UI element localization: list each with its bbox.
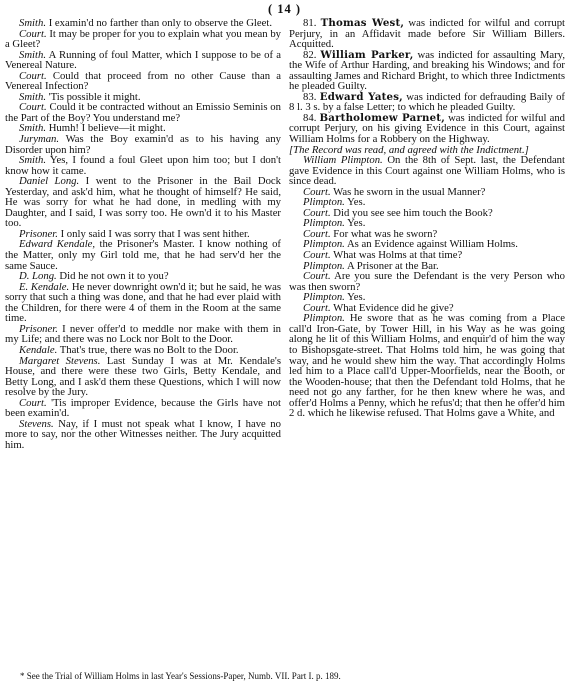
speaker-name: Smith. (19, 48, 47, 61)
speaker-name: E. Kendale. (19, 280, 70, 293)
speech-text: 'Tis improper Evidence, because the Girls have not been examin'd. (5, 396, 281, 420)
speech-text: He swore that as he was coming from a Place call'd Iron-Gate, by Tower Hill, in his Way as he was going along he lit of this William Holms, and enquir'd of him the way to Bishopsgate-street. That Holms told him, he was going that way, and he would shew him the way. That accordingly Holms led him to a Place call'd Upper-Moorfields, near the Booth, or the Wooden-house; that then the Defendant told Holms, that he need not go any farther, for he then knew where he was, and offer'd Holms a Penny, which he refus'd; that then he offer'd him 2 d. which he likewise refused. That Holms gave a White, and (289, 312, 566, 420)
speech-text: I never offer'd to meddle nor make with them in my Life; and there was no Lock nor Bolt to the Door. (5, 322, 282, 346)
speech-paragraph (5, 282, 281, 324)
speech-text: I examin'd no farther than only to observe the Gleet. (48, 17, 273, 29)
speaker-name: Edward Kendale, (19, 238, 96, 251)
speaker-name: Plimpton. (303, 217, 345, 230)
speech-text: Did he not own it to you? (59, 270, 169, 283)
speech-paragraph (5, 239, 281, 271)
speech-text: That's true, there was no Bolt to the Door. (59, 343, 239, 356)
speaker-name: Smith. (19, 90, 47, 103)
defendant-name: Bartholomew Parnet, (319, 111, 445, 124)
speaker-name: D. Long. (19, 270, 57, 283)
speech-text: I went to the Prisoner in the Bail Dock Yesterday, and ask'd him, what he thought of himself? He said, He was sorry for what he had done, in medling with my Daughter, and I said, I was sorry too. He own'd it to his Master too. (5, 175, 282, 230)
speech-paragraph (289, 155, 565, 187)
speech-text: Was he sworn in the usual Manner? (333, 185, 486, 198)
indictment-text: was indicted for wilful and corrupt Perjury, on his giving Evidence in this Court, against William Holms for a Robbery on the Highway. (289, 111, 566, 146)
speech-paragraph (5, 176, 281, 229)
speech-text: 'Tis possible it might. (48, 90, 141, 103)
speech-paragraph (5, 71, 281, 92)
left-column (5, 18, 281, 450)
speech-text: Was the Boy examin'd as to his having any Disorder upon him? (5, 133, 281, 156)
speaker-name: Court. (303, 249, 331, 262)
speaker-name: Court. (303, 185, 331, 198)
indictment-text: was indicted for assaulting Mary, the Wife of Arthur Harding, and breaking his Windows; and for assaulting James and Richard Bright, to which three Indictments he pleaded Guilty. (289, 48, 565, 93)
record-note: [The Record was read, and agreed with the Indictment.] (289, 143, 529, 156)
speaker-name: Court. (19, 27, 47, 40)
page-number: ( 14 ) (267, 2, 302, 16)
speaker-name: Court. (303, 227, 331, 240)
speech-paragraph (5, 102, 281, 123)
speech-paragraph (289, 313, 565, 418)
indictment-text: was indicted for wilful and corrupt Perjury, in an Affidavit made before Sir William Billers. Acquitted. (289, 17, 566, 51)
indictment-number: 82. (303, 48, 317, 61)
speaker-name: Court. (19, 69, 47, 82)
speech-text: What Evidence did he give? (333, 301, 454, 314)
speech-text: A Prisoner at the Bar. (346, 259, 439, 272)
defendant-name: William Parker, (320, 48, 414, 61)
speech-paragraph (5, 50, 281, 71)
speaker-name: Plimpton. (303, 291, 345, 304)
speech-text: Last Sunday I was at Mr. Kendale's House, and there were these two Girls, Betty Kendale, and Betty Long, and I ask'd them these Questions, which I will now resolve by the Jury. (5, 354, 282, 399)
speech-text: Could it be contracted without an Emissio Seminis on the Part of the Boy? You understand me? (5, 101, 281, 124)
speaker-name: Kendale. (19, 343, 58, 356)
speaker-name: Prisoner. (19, 227, 58, 240)
speech-paragraph (289, 271, 565, 292)
speaker-name: Juryman. (19, 133, 60, 146)
speech-text: Yes. (347, 196, 366, 209)
speech-text: It may be proper for you to explain what you mean by a Gleet? (5, 27, 282, 51)
speech-paragraph (5, 398, 281, 419)
speech-text: the Prisoner's Master. I know nothing of the Matter, only my Girl told me, that he had serv'd her the same Sauce. (5, 238, 281, 272)
speech-text: Are you sure the Defendant is the very Person who was then sworn? (289, 270, 565, 293)
speech-paragraph (5, 419, 281, 451)
speech-paragraph (5, 324, 281, 345)
speaker-name: Plimpton. (303, 259, 345, 272)
indictment-entry (289, 50, 565, 92)
speaker-name: Plimpton. (303, 312, 345, 325)
speech-text: Yes. (347, 291, 366, 304)
speaker-name: William Plimpton. (303, 154, 383, 167)
speech-paragraph (5, 356, 281, 398)
indictment-number: 81. (303, 17, 317, 29)
speaker-name: Court. (303, 206, 331, 219)
speaker-name: Court. (303, 301, 331, 314)
speech-paragraph (5, 134, 281, 155)
speaker-name: Smith. (19, 122, 47, 135)
speech-paragraph (5, 155, 281, 176)
indictment-entry (289, 113, 565, 145)
speaker-name: Court. (303, 270, 331, 283)
speech-text: Yes, I found a foul Gleet upon him too; but I don't know how it came. (5, 154, 281, 177)
speaker-name: Plimpton. (303, 196, 345, 209)
indictment-number: 84. (303, 111, 317, 124)
speaker-name: Margaret Stevens. (19, 354, 101, 367)
speaker-name: Stevens. (19, 417, 54, 430)
speaker-name: Prisoner. (19, 322, 58, 335)
speaker-name: Smith. (19, 154, 47, 167)
right-column (289, 18, 565, 419)
speech-text: Could that proceed from no other Cause than a Venereal Infection? (5, 69, 282, 93)
speech-paragraph (5, 29, 281, 50)
indictment-entry (289, 92, 565, 113)
indictment-number: 83. (303, 90, 317, 103)
speaker-name: Daniel Long. (19, 175, 80, 188)
indictment-text: was indicted for defrauding Baily of 8 l. 3 s. by a false Letter; to which he pleaded Guilty. (289, 90, 565, 114)
speech-text: For what was he sworn? (333, 227, 438, 240)
defendant-name: Edward Yates, (319, 90, 403, 103)
speaker-name: Smith. (19, 17, 47, 29)
speech-text: He never downright own'd it; but he said, he was sorry that such a thing was done, and that he had ever plaid with the Children, for there were 4 of them in the Room at the same time. (5, 280, 281, 325)
speech-text: Humh! I believe—it might. (48, 122, 166, 135)
indictment-entry (289, 18, 565, 50)
speech-text: Nay, if I must not speak what I know, I have no more to say, nor the other Witnesses neither. The Jury acquitted him. (5, 417, 281, 451)
speaker-name: Court. (19, 396, 47, 409)
speech-text: On the 8th of Sept. last, the Defendant gave Evidence in this Court against one William Holms, who is since dead. (289, 154, 565, 188)
speaker-name: Court. (19, 101, 47, 114)
speech-text: What was Holms at that time? (333, 249, 463, 262)
speech-text: I only said I was sorry that I was sent hither. (60, 227, 250, 240)
speech-text: Did you see see him touch the Book? (333, 206, 493, 219)
speech-text: Yes. (347, 217, 366, 230)
speaker-name: Plimpton. (303, 238, 345, 251)
footnote: * See the Trial of William Holms in last Year's Sessions-Paper, Numb. VII. Part I. p. 189. (20, 671, 341, 681)
speech-text: A Running of foul Matter, which I suppose to be of a Venereal Nature. (5, 48, 281, 72)
speech-text: As an Evidence against William Holms. (346, 238, 518, 251)
defendant-name: Thomas West, (320, 17, 405, 29)
